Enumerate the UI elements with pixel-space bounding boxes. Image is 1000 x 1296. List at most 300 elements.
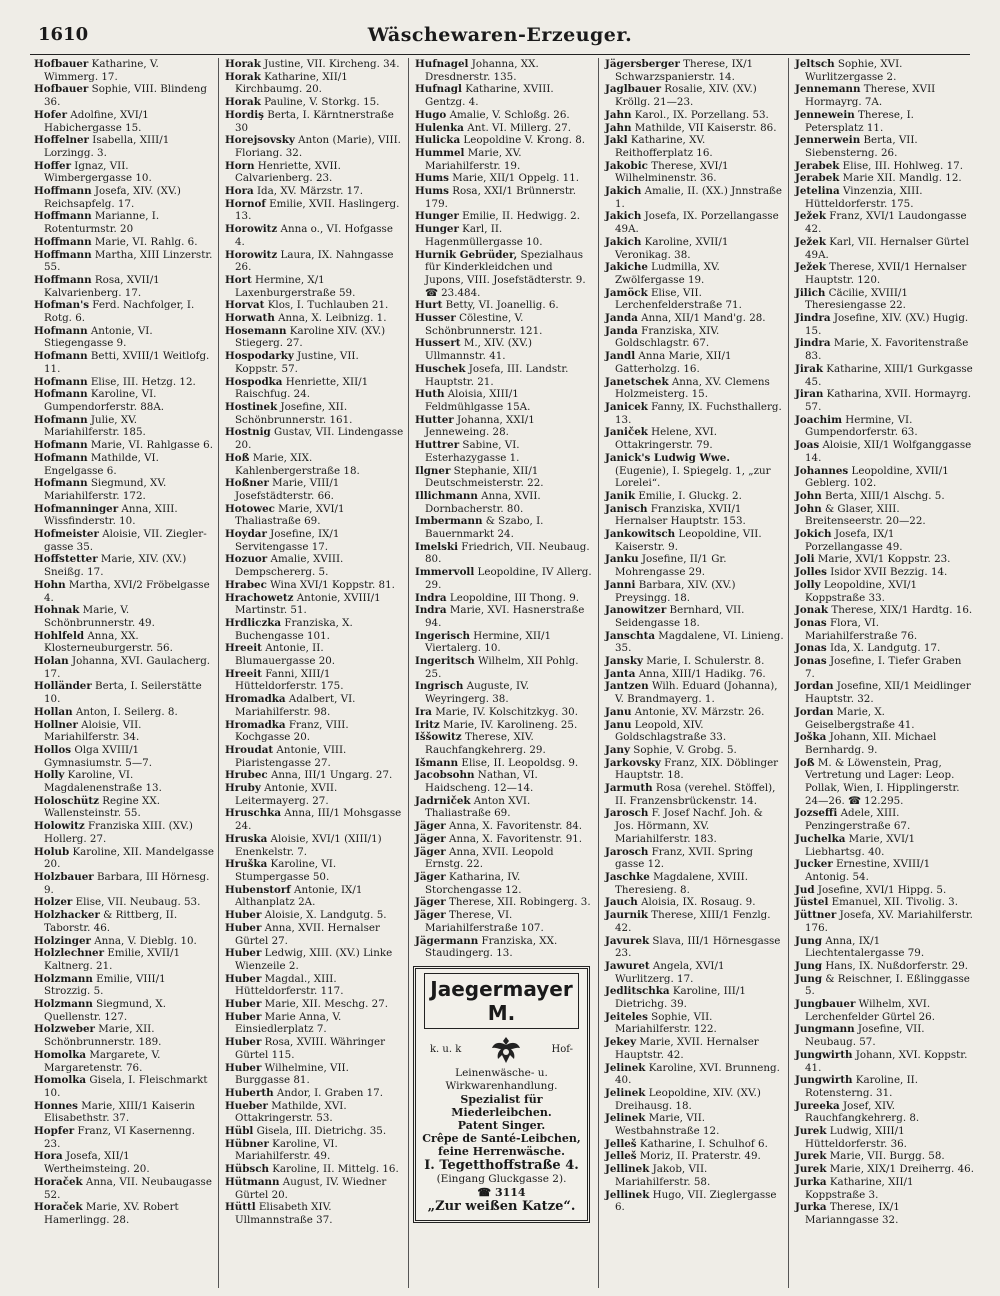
entry-details: Hans, IX. Nußdorferstr. 29. <box>822 959 969 972</box>
entry-details: Marie, XV. Robert Hamerlingg. 28. <box>44 1201 179 1226</box>
directory-entry <box>795 465 974 490</box>
directory-entry <box>605 401 784 426</box>
entry-name: Hofbauer <box>34 58 89 70</box>
entry-details: Olga XVIII/1 Gymnasiumstr. 5—7. <box>44 743 152 769</box>
entry-name: Jud <box>795 883 815 896</box>
entry-name: Hofmann <box>34 477 88 490</box>
entry-name: Jakich <box>605 185 642 198</box>
directory-entry <box>605 655 784 668</box>
entry-details: Josefine, XVI/1 Hippg. 5. <box>814 883 947 896</box>
entry-name: Jelinek <box>605 1086 646 1099</box>
directory-entry <box>415 388 594 413</box>
entry-details: August, IV. Wiedner Gürtel 20. <box>235 1175 387 1201</box>
entry-details: Marie, X. Favoritenstraße 83. <box>805 337 969 363</box>
entry-name: Ježek <box>795 261 826 274</box>
entry-name: Hreeit <box>225 642 262 655</box>
directory-entry <box>225 553 404 578</box>
directory-entry <box>415 820 594 833</box>
directory-entry <box>225 668 404 693</box>
directory-entry <box>795 960 974 973</box>
directory-entry <box>225 998 404 1011</box>
entry-details: Martha, XVI/2 Fröbelgasse 4. <box>44 578 210 604</box>
entry-details: Aloisie, X. Landgutg. 5. <box>261 909 387 922</box>
directory-entry <box>605 122 784 135</box>
directory-entry <box>34 579 214 604</box>
entry-name: Jaglbauer <box>605 83 661 96</box>
entry-details: Anna, VII. Neubaugasse 52. <box>44 1175 212 1201</box>
entry-name: Jelleš <box>605 1137 637 1150</box>
entry-details: Emanuel, XII. Tivolig. 3. <box>828 896 959 909</box>
entry-name: Jägermann <box>415 934 479 947</box>
directory-entry <box>225 401 404 426</box>
entry-name: Hunger <box>415 223 459 236</box>
directory-entry <box>415 337 594 362</box>
entry-details: Anna, XVII. Leopold Ernstg. 22. <box>425 845 554 871</box>
entry-details: Therese, XIX/1 Hardtg. 16. <box>828 604 973 617</box>
entry-name: Huber <box>225 921 262 934</box>
entry-name: Huber <box>225 998 262 1011</box>
entry-name: Hromadka <box>225 693 286 706</box>
entry-details: Leopoldine, XVII/1 Geblerg. 102. <box>805 464 949 490</box>
directory-entry <box>795 185 974 210</box>
entry-details: Fanni, XIII/1 Hütteldorferstr. 175. <box>235 667 344 693</box>
directory-entry <box>34 439 214 452</box>
entry-details: Josefa, IX. Porzellangasse 49A. <box>615 210 779 236</box>
directory-entry <box>415 846 594 871</box>
directory-entry <box>225 58 404 71</box>
directory-entry <box>34 477 214 502</box>
directory-entry <box>795 807 974 832</box>
directory-entry <box>225 592 404 617</box>
entry-details: Antonie, VIII. Piaristengasse 27. <box>235 743 347 769</box>
directory-entry <box>795 884 974 897</box>
entry-details: Friedrich, VII. Neubaug. 80. <box>425 540 590 566</box>
entry-name: Imelski <box>415 540 459 553</box>
entry-name: Hofmann <box>34 375 88 388</box>
entry-name: Hofmann <box>34 388 88 401</box>
entry-name: Jirak <box>795 362 824 375</box>
entry-details: Marie Anna, V. Einsiedlerplatz 7. <box>235 1010 342 1036</box>
directory-entry <box>415 299 594 312</box>
directory-entry <box>795 1163 974 1176</box>
directory-entry <box>605 261 784 286</box>
directory-entry <box>415 172 594 185</box>
entry-details: Karol., IX. Porzellang. 53. <box>631 108 769 121</box>
directory-entry <box>605 985 784 1010</box>
entry-name: Jurek <box>795 1150 827 1163</box>
entry-details: Josef, XIV. Rauchfangkehrerg. 8. <box>805 1099 920 1125</box>
directory-entry <box>34 655 214 680</box>
entry-details: Marie, XVI/1 Thaliastraße 69. <box>235 502 345 528</box>
entry-name: Janick's Ludwig Wwe. <box>605 451 730 464</box>
entry-name: Joas <box>795 439 820 452</box>
directory-entry <box>415 465 594 490</box>
entry-name: Hohn <box>34 578 66 591</box>
entry-name: Hofmann <box>34 451 88 464</box>
entry-details: Hermine, X/1 Laxenburgerstraße 59. <box>235 273 356 299</box>
entry-details: Mathilde, VII Kaiserstr. 86. <box>631 121 777 134</box>
entry-details: Anna, IX/1 Liechtentalergasse 79. <box>805 934 925 960</box>
entry-name: Janu <box>605 705 632 718</box>
entry-details: Rosa, XVIII. Währinger Gürtel 115. <box>235 1036 386 1061</box>
entry-name: Hofmann <box>34 413 88 426</box>
entry-name: Jiran <box>795 388 824 401</box>
column-4 <box>598 58 788 1288</box>
entry-details: Martha, XIII Linzerstr. 55. <box>44 248 213 274</box>
entry-details: Marie, XIII/1 Kaiserin Elisabethstr. 37. <box>44 1099 195 1125</box>
ad-kuk-left: k. u. k <box>430 1044 462 1056</box>
entry-details: Therese, I. Petersplatz 11. <box>805 108 914 134</box>
entry-details: Justine, VII. Koppstr. 57. <box>235 350 359 375</box>
directory-entry <box>605 807 784 845</box>
entry-name: Jordan <box>795 680 834 693</box>
entry-name: Jureeka <box>795 1099 840 1112</box>
directory-entry <box>34 134 214 159</box>
entry-details: Josefa, IX/1 Porzellangasse 49. <box>805 528 903 553</box>
entry-name: Jäger <box>415 845 446 858</box>
entry-details: Marie, VIII/1 Josefstädterstr. 66. <box>235 477 340 502</box>
directory-entry <box>795 160 974 173</box>
entry-name: Jaschke <box>605 871 650 883</box>
entry-details: Klos, I. Tuchlauben 21. <box>264 299 389 312</box>
entry-name: Holzweber <box>34 1023 95 1036</box>
directory-entry <box>415 719 594 732</box>
entry-details: Sophie, VIII. Blindeng 36. <box>44 83 207 109</box>
entry-details: Wilhelm, XII Pohlg. 25. <box>425 655 579 680</box>
directory-entry <box>225 1011 404 1036</box>
directory-entry <box>225 223 404 248</box>
entry-details: Anna, XIII. Wissfinderstr. 10. <box>44 502 178 528</box>
entry-name: Hozuor <box>225 553 268 566</box>
directory-entry <box>225 134 404 159</box>
directory-entry <box>795 528 974 553</box>
entry-details: Katharine, XIII/1 Gurkgasse 45. <box>805 362 973 388</box>
directory-entry <box>34 1201 214 1226</box>
directory-entry <box>795 1100 974 1125</box>
entry-name: Hunger <box>415 210 459 223</box>
entry-details: Ant. VI. Millerg. 27. <box>463 121 572 134</box>
directory-entry <box>795 706 974 731</box>
entry-details: Therese, VI. Mariahilferstraße 107. <box>425 909 544 934</box>
directory-entry <box>605 719 784 744</box>
entry-name: Huber <box>225 1061 262 1074</box>
entry-name: Jolles <box>795 566 827 579</box>
entry-name: Hufnagl <box>415 83 462 96</box>
entry-details: Hermine, XII/1 Viertalerg. 10. <box>425 629 552 655</box>
entry-details: Nathan, VI. Haidscheng. 12—14. <box>425 769 538 795</box>
directory-entry <box>34 871 214 896</box>
directory-entry <box>34 769 214 794</box>
entry-name: Homolka <box>34 1048 87 1061</box>
entry-name: Hrachowetz <box>225 591 294 604</box>
entry-details: Marie, IV. Kolschitzkyg. 30. <box>431 705 578 718</box>
entry-name: Hofmeister <box>34 528 99 541</box>
directory-entry <box>415 490 594 515</box>
entry-name: Hruby <box>225 782 261 795</box>
entry-details: Anna, XII/1 Mand'g. 28. <box>637 312 766 325</box>
entry-name: Jucker <box>795 858 833 871</box>
directory-entry <box>225 1036 404 1061</box>
entry-details: Therese, XII. Robingerg. 3. <box>445 896 591 909</box>
directory-entry <box>225 1062 404 1087</box>
entry-details: Slava, III/1 Hörnesgasse 23. <box>615 934 781 960</box>
directory-entry <box>34 604 214 629</box>
directory-entry <box>795 617 974 642</box>
entry-name: Holly <box>34 769 65 782</box>
entry-details: Josefine, VII. Neubaug. 57. <box>805 1023 925 1049</box>
entry-name: Hoffstetter <box>34 553 98 566</box>
entry-name: Holzbauer <box>34 871 94 883</box>
entry-details: Anna, XVII. Hernalser Gürtel 27. <box>235 921 380 947</box>
directory-entry <box>225 96 404 109</box>
entry-name: Huschek <box>415 362 466 375</box>
entry-name: Hofbauer <box>34 83 89 96</box>
directory-entry <box>34 795 214 820</box>
entry-details: Rosa (verehel. Stöffel), II. Franzensbrückenstr. 14. <box>615 782 776 807</box>
entry-name: Hums <box>415 172 449 185</box>
entry-name: Jungwirth <box>795 1048 853 1061</box>
entry-name: Hofer <box>34 108 68 121</box>
directory-entry <box>34 83 214 108</box>
entry-details: Henriette, XII/1 Raischfug. 24. <box>235 375 369 401</box>
directory-entry <box>605 896 784 909</box>
entry-details: Cäcilie, XVIII/1 Theresiengasse 22. <box>805 286 908 312</box>
entry-details: Mathilde, VI. Engelgasse 6. <box>44 451 159 477</box>
directory-entry <box>225 1100 404 1125</box>
entry-name: Jäger <box>415 909 446 922</box>
directory-entry <box>225 109 404 134</box>
entry-name: Hrabec <box>225 578 267 591</box>
entry-name: Jankowitsch <box>605 528 676 541</box>
directory-entry <box>415 134 594 147</box>
entry-name: Hruschka <box>225 807 281 820</box>
directory-entry <box>605 782 784 807</box>
entry-name: Javurek <box>605 934 650 947</box>
ad-line-2: Spezialist für Miederleibchen. <box>451 1092 552 1119</box>
directory-entry <box>605 1150 784 1163</box>
entry-details: Karoline, XII. Mandelgasse 20. <box>44 845 214 871</box>
entry-details: Anna, III/1 Mohsgasse 24. <box>235 807 402 833</box>
entry-details: Marie, XIX. Kahlenbergerstraße 18. <box>235 451 360 477</box>
entry-name: Janda <box>605 324 638 337</box>
directory-entry <box>225 376 404 401</box>
column-2 <box>218 58 408 1288</box>
directory-entry <box>415 414 594 439</box>
entry-details: Katharina, IV. Storchengasse 12. <box>425 871 522 896</box>
entry-details: Marie, VI. Rahlgasse 6. <box>87 439 213 452</box>
entry-details: Marie, VII. Burgg. 58. <box>826 1150 945 1163</box>
entry-details: Jakob, VII. Mariahilferstr. 58. <box>615 1163 711 1188</box>
directory-entry <box>605 503 784 528</box>
entry-name: Jakiche <box>605 261 648 274</box>
directory-entry <box>415 909 594 934</box>
directory-entry <box>795 414 974 439</box>
entry-name: Jakich <box>605 210 642 223</box>
directory-entry <box>34 376 214 389</box>
directory-entry <box>415 795 594 820</box>
entry-details: Barbara, III Hörnesg. 9. <box>44 871 210 896</box>
entry-name: Janetschek <box>605 375 669 388</box>
directory-entry <box>795 1049 974 1074</box>
directory-entry <box>225 973 404 998</box>
entry-details: Marie, XV. Mariahilferstr. 19. <box>425 146 522 172</box>
entry-name: Horak <box>225 58 261 70</box>
directory-entry <box>795 337 974 362</box>
directory-entry <box>225 1125 404 1138</box>
entry-details: Emilie, VIII/1 Strozzig. 5. <box>44 972 166 998</box>
entry-details: Justine, VII. Kircheng. 34. <box>260 58 400 70</box>
entry-details: Ignaz, VII. Wimbergergasse 10. <box>44 159 152 185</box>
entry-name: Jawuret <box>605 959 650 972</box>
entry-name: Hulenka <box>415 121 464 134</box>
entry-name: Jansky <box>605 655 643 668</box>
entry-name: Huber <box>225 1036 262 1049</box>
entry-name: Jany <box>605 743 631 756</box>
directory-entry <box>795 83 974 108</box>
entry-details: Anton (Marie), VIII. Floriang. 32. <box>235 134 401 159</box>
entry-name: Jurka <box>795 1175 827 1188</box>
entry-name: Hofman's <box>34 299 90 312</box>
entry-details: Rosa, XVII/1 Kalvarienberg. 17. <box>44 273 160 299</box>
directory-entry <box>795 655 974 680</box>
directory-entry <box>225 274 404 299</box>
directory-entry <box>605 579 784 604</box>
directory-entry <box>34 274 214 299</box>
ad-line-7: (Eingang Gluckgasse 2). <box>436 1172 567 1185</box>
entry-details: Magdalene, VI. Linieng. 35. <box>615 629 784 655</box>
directory-entry <box>34 744 214 769</box>
entry-details: Barbara, XIV. (XV.) Preysingg. 18. <box>615 578 736 604</box>
entry-details: Julie, XV. Mariahilferstr. 185. <box>44 413 146 439</box>
entry-name: Horvat <box>225 299 265 312</box>
entry-name: Jarosch <box>605 845 649 858</box>
entry-details: Aloisia, XIII/1 Feldmühlgasse 15A. <box>425 388 531 413</box>
directory-entry <box>795 236 974 261</box>
entry-name: Jahn <box>605 108 632 121</box>
directory-entry <box>34 1100 214 1125</box>
entry-name: Jelinek <box>605 1112 646 1125</box>
entry-details: Therese, XVII Hormayrg. 7A. <box>805 83 936 109</box>
entry-name: Jennewein <box>795 108 855 121</box>
entry-details: Regine XX. Wallensteinstr. 55. <box>44 794 160 820</box>
entry-details: Elise, II. Leopoldsg. 9. <box>458 756 579 769</box>
entry-name: Holoschütz <box>34 794 100 807</box>
directory-entry <box>795 731 974 756</box>
directory-entry <box>415 896 594 909</box>
entry-details: Aloisie, VII. Ziegler- gasse 35. <box>44 528 207 553</box>
directory-entry <box>225 1087 404 1100</box>
entry-details: Karoline, III/1 Dietrichg. 39. <box>615 985 746 1011</box>
entry-name: Hübl <box>225 1125 254 1138</box>
entry-name: Horwath <box>225 312 275 325</box>
entry-details: Franz, VI Kasernenng. 23. <box>44 1125 196 1150</box>
entry-name: Hüttl <box>225 1201 256 1214</box>
entry-name: Huber <box>225 909 262 922</box>
entry-details: Marie, VI. Rahlg. 6. <box>91 235 198 248</box>
entry-details: Marie, IV. Karolineng. 25. <box>439 718 578 731</box>
entry-details: Anna, XX. Klosterneuburgerstr. 56. <box>44 629 173 655</box>
directory-entry <box>34 553 214 578</box>
directory-entry <box>34 249 214 274</box>
entry-name: Hutter <box>415 413 454 426</box>
entry-name: Hospodka <box>225 375 283 388</box>
entry-details: Therese, XIII/1 Fenzlg. 42. <box>615 909 771 934</box>
entry-name: Hosemann <box>225 324 287 337</box>
directory-entry <box>34 185 214 210</box>
entry-name: Holzinger <box>34 934 91 947</box>
directory-entry <box>605 160 784 185</box>
double-eagle-icon <box>489 1033 523 1067</box>
entry-name: Ingerisch <box>415 629 470 642</box>
directory-entry <box>415 757 594 770</box>
directory-entry <box>34 452 214 477</box>
directory-entry <box>225 719 404 744</box>
entry-details: Aloisie, XVI/1 (XIII/1) Enenkelstr. 7. <box>235 832 382 858</box>
directory-entry <box>225 1201 404 1226</box>
directory-entry <box>795 1201 974 1226</box>
entry-details: Karoline, VI. Gumpendorferstr. 88A. <box>44 388 165 413</box>
directory-entry <box>415 147 594 172</box>
entry-name: Jung <box>795 972 823 985</box>
entry-details: Josefa, XV. Mariahilferstr. 176. <box>805 909 973 934</box>
directory-entry <box>605 325 784 350</box>
entry-name: Jonas <box>795 642 827 655</box>
directory-entry <box>795 604 974 617</box>
directory-entry <box>605 287 784 312</box>
entry-details: Josefa, III. Landstr. Hauptstr. 21. <box>425 362 569 388</box>
entry-name: Jurka <box>795 1201 827 1214</box>
entry-details: Marie, V. Schönbrunnerstr. 49. <box>44 604 155 629</box>
entry-name: Jamöck <box>605 286 648 299</box>
entry-details: Ludmilla, XV. Zwölfergasse 19. <box>615 261 720 286</box>
entry-details: Berta, I. Kärntnerstraße 30 <box>235 108 394 134</box>
directory-entry <box>605 960 784 985</box>
entry-name: Janowitzer <box>605 604 667 617</box>
entry-details: Leopoldine, XIV. (XV.) Dreihausg. 18. <box>615 1086 761 1112</box>
directory-entry <box>225 693 404 718</box>
entry-name: Jokich <box>795 528 832 541</box>
entry-name: Ilgner <box>415 464 451 477</box>
header-rule <box>30 54 970 55</box>
entry-name: Hütmann <box>225 1175 280 1188</box>
directory-entry <box>795 312 974 337</box>
entry-name: Hofmann <box>34 324 88 337</box>
entry-details: Pauline, V. Storkg. 15. <box>260 96 380 109</box>
entry-name: Hubenstorf <box>225 883 291 896</box>
entry-name: Hoßner <box>225 477 269 490</box>
entry-details: Therese, XVI/1 Wilhelminenstr. 36. <box>615 159 729 185</box>
entry-name: Ira <box>415 705 432 718</box>
directory-entry <box>34 160 214 185</box>
entry-details: Wilhelm, XVI. Lerchenfelder Gürtel 26. <box>805 998 936 1023</box>
entry-details: Marie, XVI/1 Koppstr. 23. <box>814 553 951 566</box>
entry-name: Hostnig <box>225 426 271 439</box>
entry-name: Joška <box>795 731 827 744</box>
directory-entry <box>34 630 214 655</box>
directory-entry <box>225 528 404 553</box>
directory-entry <box>225 350 404 375</box>
ad-kuk-right: Hof- <box>551 1044 573 1056</box>
directory-entry <box>34 503 214 528</box>
directory-entry <box>795 1074 974 1099</box>
directory-entry <box>795 896 974 909</box>
entry-name: Hoffmann <box>34 185 92 198</box>
entry-name: Hollos <box>34 743 72 756</box>
entry-name: Hotowec <box>225 502 275 515</box>
entry-name: Illichmann <box>415 489 478 502</box>
entry-name: Jonas <box>795 655 827 668</box>
entry-details: Franziska, XX. Staudingerg. 13. <box>425 934 558 960</box>
